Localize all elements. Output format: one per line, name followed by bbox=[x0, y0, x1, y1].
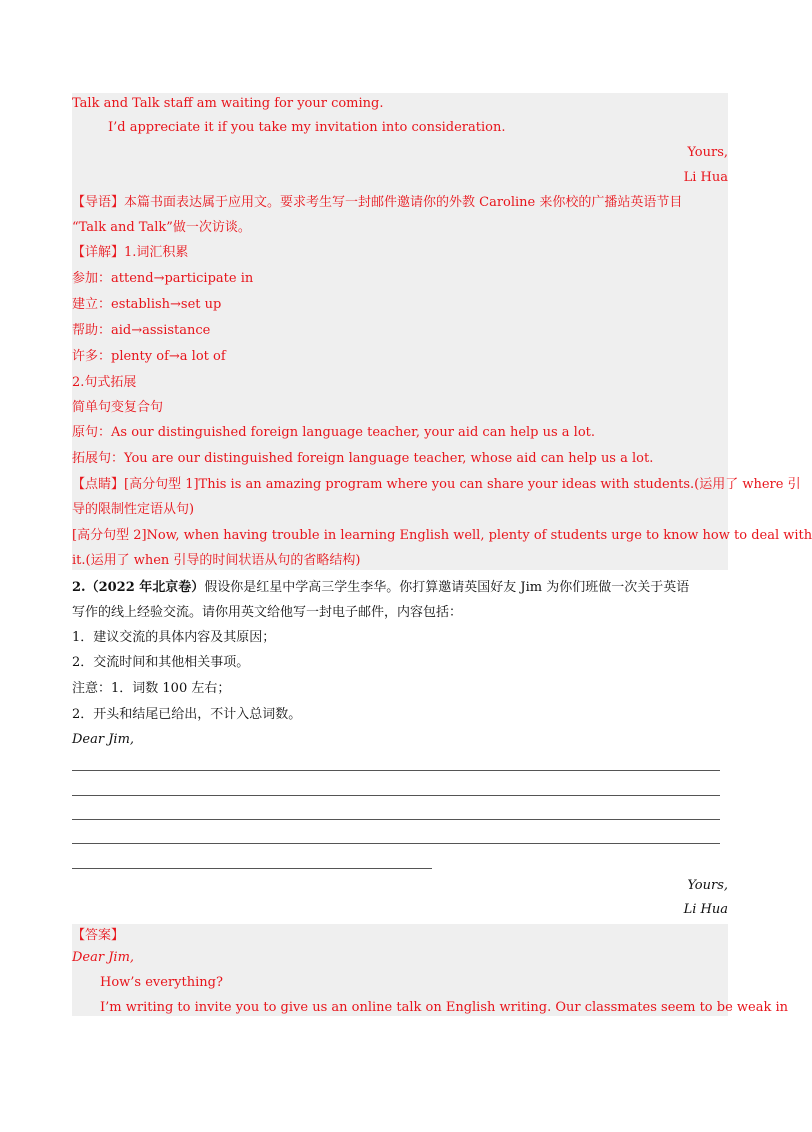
requirement-item: 1．建议交流的具体内容及其原因； bbox=[72, 630, 276, 645]
answer-heading: 【答案】 bbox=[72, 928, 125, 943]
vocab-item: 参加：attend→participate in bbox=[72, 271, 254, 286]
tip-text: 【点睛】[高分句型 1]This is an amazing program where you can share your ideas with students.(运用了 where 引 bbox=[72, 477, 801, 492]
question-text: 假设你是红星中学高三学生李华。你打算邀请英国好友 Jim 为你们班做一次关于英语 bbox=[204, 580, 690, 595]
tip-text: it.(运用了 when 引导的时间状语从句的省略结构) bbox=[72, 553, 361, 568]
answer-greeting: Dear Jim, bbox=[72, 950, 135, 965]
letter-closing: Yours, bbox=[687, 878, 728, 893]
sentence-subheading: 简单句变复合句 bbox=[72, 400, 164, 415]
writing-line bbox=[72, 868, 432, 869]
question-source: 2.（2022 年北京卷） bbox=[72, 580, 205, 595]
writing-line bbox=[72, 795, 720, 796]
letter-line: I’d appreciate it if you take my invitation into consideration. bbox=[108, 120, 506, 135]
original-sentence: 原句：As our distinguished foreign language teacher, your aid can help us a lot. bbox=[72, 425, 596, 440]
writing-line bbox=[72, 843, 720, 844]
extended-sentence: 拓展句：You are our distinguished foreign language teacher, whose aid can help us a lot. bbox=[72, 451, 654, 466]
letter-signature: Li Hua bbox=[683, 902, 728, 917]
question-stem bbox=[72, 576, 728, 600]
note-item: 注意：1．词数 100 左右； bbox=[72, 681, 231, 696]
requirement-item: 2．交流时间和其他相关事项。 bbox=[72, 655, 250, 670]
question-stem: 写作的线上经验交流。请你用英文给他写一封电子邮件，内容包括： bbox=[72, 605, 463, 620]
writing-line bbox=[72, 770, 720, 771]
vocab-item: 建立：establish→set up bbox=[72, 297, 222, 312]
letter-signature: Li Hua bbox=[683, 170, 728, 185]
letter-closing: Yours, bbox=[687, 145, 728, 160]
letter-greeting: Dear Jim, bbox=[72, 732, 135, 747]
note-item: 2．开头和结尾已给出，不计入总词数。 bbox=[72, 707, 302, 722]
letter-line: Talk and Talk staff am waiting for your coming. bbox=[72, 96, 384, 111]
sentence-heading: 2.句式拓展 bbox=[72, 375, 137, 390]
detail-heading: 【详解】1.词汇积累 bbox=[72, 245, 189, 260]
tip-text: [高分句型 2]Now, when having trouble in learning English well, plenty of students urge to know how to deal with bbox=[72, 528, 812, 543]
writing-line bbox=[72, 819, 720, 820]
answer-line: I’m writing to invite you to give us an online talk on English writing. Our classmates seem to be weak in bbox=[100, 1000, 789, 1015]
tip-text: 导的限制性定语从句) bbox=[72, 502, 195, 517]
vocab-item: 帮助：aid→assistance bbox=[72, 323, 211, 338]
guide-text: “Talk and Talk”做一次访谈。 bbox=[72, 220, 251, 235]
answer-line: How’s everything? bbox=[100, 975, 223, 990]
guide-text: 【导语】本篇书面表达属于应用文。要求考生写一封邮件邀请你的外教 Caroline 来你校的广播站英语节目 bbox=[72, 195, 683, 210]
vocab-item: 许多：plenty of→a lot of bbox=[72, 349, 226, 364]
